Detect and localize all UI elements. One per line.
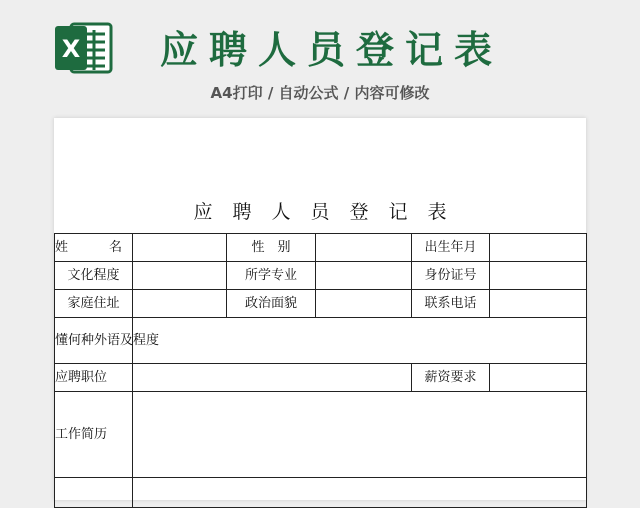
header	[0, 0, 640, 118]
input-cell-work-history[interactable]	[133, 392, 587, 478]
table-row	[55, 262, 587, 290]
table-row	[55, 234, 587, 262]
label-gender: 性 别	[227, 234, 316, 262]
input-cell-phone[interactable]	[490, 290, 587, 318]
label-cell-empty	[55, 478, 133, 508]
label-major: 所学专业	[227, 262, 316, 290]
label-birth-date: 出生年月	[412, 234, 490, 262]
input-cell-salary[interactable]	[490, 364, 587, 392]
label-political-status: 政治面貌	[227, 290, 316, 318]
input-cell-birth-date[interactable]	[490, 234, 587, 262]
logo-letter: X	[61, 35, 81, 63]
registration-table	[54, 233, 587, 508]
label-id-number: 身份证号	[412, 262, 490, 290]
table-row	[55, 318, 587, 364]
label-salary: 薪资要求	[412, 364, 490, 392]
page-subtitle: A4打印 / 自动公式 / 内容可修改	[210, 84, 430, 102]
input-cell-extra[interactable]	[133, 478, 587, 508]
page-title: 应聘人员登记表	[160, 28, 504, 72]
label-phone: 联系电话	[412, 290, 490, 318]
table-row	[55, 392, 587, 478]
input-cell-political-status[interactable]	[316, 290, 412, 318]
input-cell-gender[interactable]	[316, 234, 412, 262]
label-education: 文化程度	[55, 262, 133, 290]
label-position: 应聘职位	[55, 364, 133, 392]
label-name: 姓 名	[55, 234, 133, 262]
input-cell-education[interactable]	[133, 262, 227, 290]
input-cell-position[interactable]	[133, 364, 412, 392]
form-sheet	[54, 118, 586, 500]
label-foreign-language: 懂何种外语及程度	[55, 318, 133, 364]
table-row	[55, 478, 587, 508]
table-row	[55, 364, 587, 392]
table-row	[55, 290, 587, 318]
excel-icon	[53, 20, 115, 76]
input-cell-name[interactable]	[133, 234, 227, 262]
form-title: 应聘人员登记表	[193, 201, 467, 223]
input-cell-major[interactable]	[316, 262, 412, 290]
input-cell-id-number[interactable]	[490, 262, 587, 290]
input-cell-foreign-language[interactable]	[133, 318, 587, 364]
input-cell-home-address[interactable]	[133, 290, 227, 318]
label-home-address: 家庭住址	[55, 290, 133, 318]
label-work-history: 工作简历	[55, 392, 133, 478]
